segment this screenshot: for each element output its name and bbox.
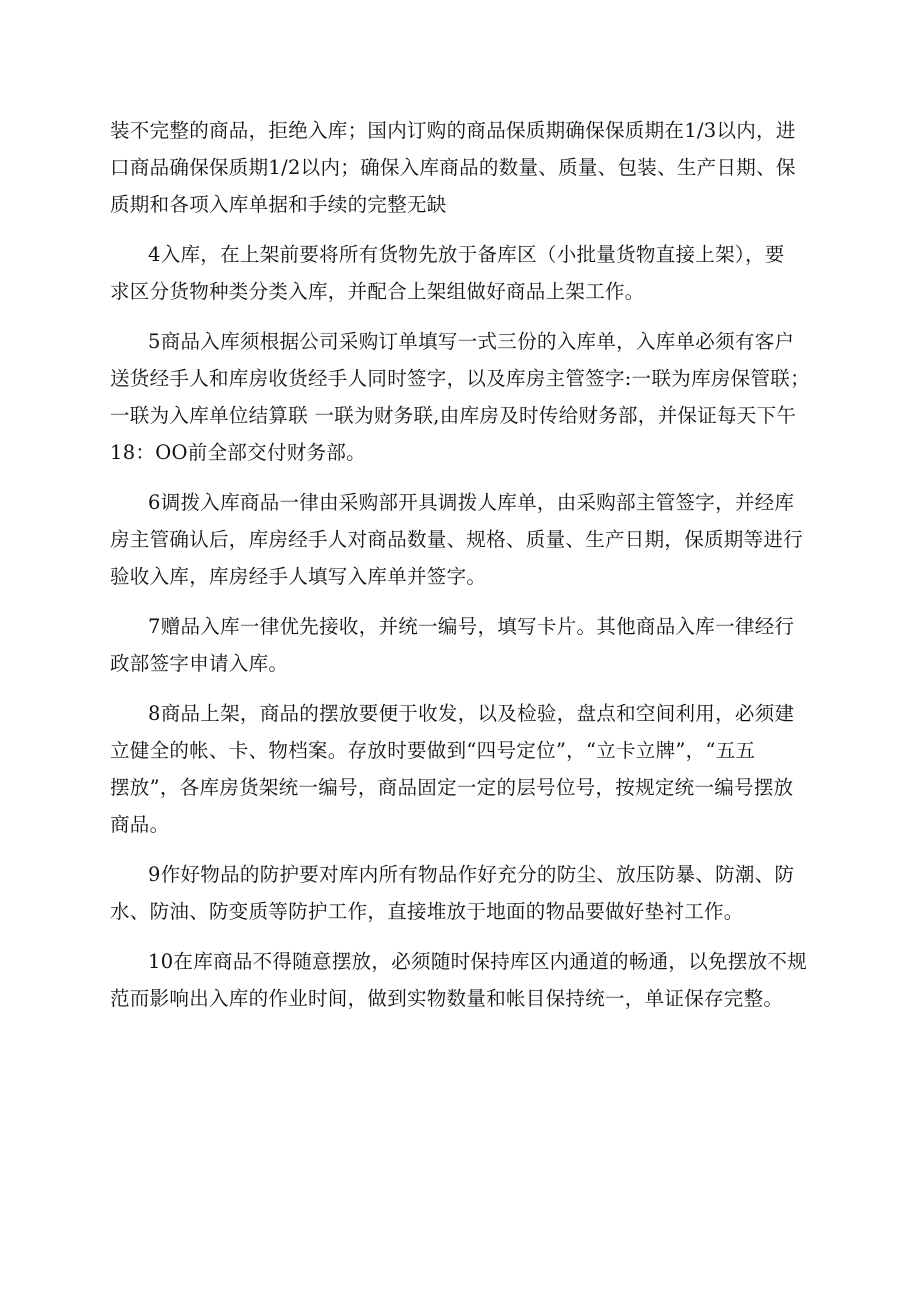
paragraph-item-10	[110, 943, 812, 1017]
paragraph-item-9	[110, 856, 812, 930]
text-line: 求区分货物种类分类入库，并配合上架组做好商品上架工作。	[110, 280, 645, 303]
text-line: 一联为入库单位结算联 一联为财务联,由库房及时传给财务部，并保证每天下午	[110, 404, 797, 427]
text-line: 商品。	[110, 813, 170, 836]
text-line: 6调拨入库商品一律由采购部开具调拨人库单，由采购部主管签字，并经库	[148, 491, 795, 514]
text-line: 装不完整的商品，拒绝入库；国内订购的商品保质期确保保质期在1/3以内，进	[110, 119, 796, 142]
text-line: 5商品入库须根据公司采购订单填写一式三份的入库单，入库单必须有客户	[148, 330, 795, 353]
paragraph-item-8	[110, 695, 812, 843]
text-line: 7赠品入库一律优先接收，并统一编号，填写卡片。其他商品入库一律经行	[148, 615, 795, 638]
paragraph-continuation	[110, 112, 812, 223]
text-line: 9作好物品的防护要对库内所有物品作好充分的防尘、放压防暴、防潮、防	[148, 863, 795, 886]
text-line: 政部签字申请入库。	[110, 652, 289, 675]
paragraph-item-4	[110, 236, 812, 310]
text-line: 水、防油、防变质等防护工作，直接堆放于地面的物品要做好垫衬工作。	[110, 900, 744, 923]
text-line: 质期和各项入库单据和手续的完整无缺	[110, 193, 447, 216]
text-line: 验收入库，库房经手人填写入库单并签字。	[110, 565, 487, 588]
text-line: 范而影响出入库的作业时间，做到实物数量和帐目保持统一，单证保存完整。	[110, 987, 784, 1010]
paragraph-item-5	[110, 323, 812, 471]
text-line: 立健全的帐、卡、物档案。存放时要做到“四号定位”，“立卡立牌”，“五五	[110, 739, 756, 762]
text-line: 摆放”，各库房货架统一编号，商品固定一定的层号位号，按规定统一编号摆放	[110, 776, 794, 799]
text-line: 18：OO前全部交付财务部。	[110, 441, 366, 464]
text-line: 房主管确认后，库房经手人对商品数量、规格、质量、生产日期，保质期等进行	[110, 528, 804, 551]
text-line: 8商品上架，商品的摆放要便于收发，以及检验，盘点和空间利用，必须建	[148, 702, 795, 725]
text-line: 送货经手人和库房收货经手人同时签字，以及库房主管签字:一联为库房保管联；	[110, 367, 810, 390]
text-line: 10在库商品不得随意摆放，必须随时保持库区内通道的畅通，以免摆放不规	[148, 950, 808, 973]
paragraph-item-6	[110, 484, 812, 595]
text-line: 口商品确保保质期1/2以内；确保入库商品的数量、质量、包装、生产日期、保	[110, 156, 796, 179]
paragraph-item-7	[110, 608, 812, 682]
text-line: 4入库，在上架前要将所有货物先放于备库区（小批量货物直接上架），要	[148, 243, 785, 266]
